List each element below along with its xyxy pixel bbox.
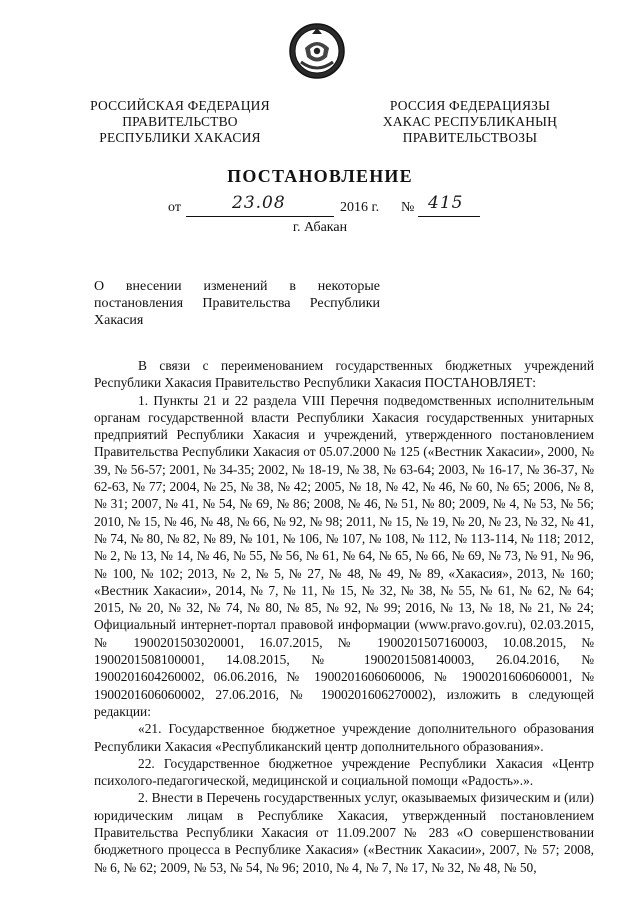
header-left	[70, 98, 290, 146]
header-right-line-2: ХАКАС РЕСПУБЛИКАНЫҢ	[382, 114, 558, 129]
subject-word: Правительства	[202, 296, 291, 311]
republic-khakassia-emblem-icon	[288, 22, 346, 80]
subject-word: в	[289, 279, 296, 294]
body-paragraph-preamble: В связи с переименованием государственных бюджетных учреждений Республики Хакасия Правительство Республики Хакасия ПОСТАНОВЛЯЕТ:	[94, 358, 594, 391]
number-underline	[418, 216, 480, 217]
body-paragraph-item-22: 22. Государственное бюджетное учреждение Республики Хакасия «Центр психолого-педагогической, медицинской и социальной помощи «Радость».».	[94, 755, 594, 789]
subject-word: некоторые	[317, 279, 380, 294]
subject-word: Республики	[309, 296, 380, 311]
header-right	[355, 98, 585, 146]
handwritten-date: 23.08	[232, 193, 286, 213]
header-left-line-1: РОССИЙСКАЯ ФЕДЕРАЦИЯ	[90, 98, 270, 113]
subject-word: внесении	[125, 279, 182, 294]
body-paragraph-item-2: 2. Внести в Перечень государственных услуг, оказываемых физическим и (или) юридическим лицам в Республике Хакасия, утвержденный постановлением Правительства Республики Хакасия от 11.09.2007 № 283 «О совершенствовании бюджетного процесса в Республике Хакасия» («Вестник Хакасии», 2007, № 57; 2008, № 6, № 62; 2009, № 53, № 54, № 96; 2010, № 4, № 7, № 17, № 32, № 48, № 50,	[94, 790, 594, 875]
body-paragraph-item-1: 1. Пункты 21 и 22 раздела VIII Перечня подведомственных исполнительным органам государственной власти Республики Хакасия государственных унитарных предприятий Республики Хакасия и учреждений, утвержденного постановлением Правительства Республики Хакасия от 05.07.2000 № 125 («Вестник Хакасии», 2000, № 39, № 56-57; 2001, № 34-35; 2002, № 18-19, № 38, № 63-64; 2003, № 16-17, № 36-37, № 62-63, № 77; 2004, № 25, № 38, № 42; 2005, № 18, № 42, № 46, № 60, № 65; 2006, № 8, № 31; 2007, № 41, № 54, № 69, № 86; 2008, № 46, № 51, № 80; 2009, № 4, № 53, № 56; 2010, № 15, № 46, № 48, № 66, № 92, № 98; 2011, № 15, № 19, № 20, № 23, № 32, № 41, № 74, № 80, № 82, № 89, № 101, № 106, № 107, № 108, № 112, № 113-114, № 118; 2012, № 2, № 13, № 14, № 46, № 55, № 56, № 61, № 64, № 65, № 66, № 69, № 73, № 91, № 96, № 100, № 102; 2013, № 2, № 5, № 27, № 48, № 49, № 89, «Хакасия», 2013, № 160; «Вестник Хакасии», 2014, № 7, № 11, № 15, № 32, № 38, № 55, № 61, № 62, № 64; 2015, № 20, № 32, № 74, № 80, № 85, № 92, № 99; 2016, № 13, № 18, № 21, № 24; Официальный интернет-портал правовой информации (www.pravo.gov.ru), 02.03.2015, № 1900201503020001, 16.07.2015, № 1900201507160003, 10.08.2015, № 1900201508100001, 14.08.2015, № 1900201508140003, 26.04.2016, № 1900201604260002, 06.06.2016, № 1900201606060006, № 1900201606060001, № 1900201606060002, 27.06.2016, № 1900201606270002), изложить в следующей редакции:	[94, 392, 594, 719]
subject-word: О	[94, 279, 105, 294]
handwritten-number: 415	[428, 193, 464, 213]
header-right-line-1: РОССИЯ ФЕДЕРАЦИЯЗЫ	[389, 98, 551, 113]
subject-word: изменений	[203, 279, 268, 294]
subject-word: постановления	[94, 296, 184, 311]
body-paragraph-item-21: «21. Государственное бюджетное учреждение дополнительного образования Республики Хакасия «Республиканский центр дополнительного образования».	[94, 721, 594, 754]
subject-line-3: Хакасия	[94, 313, 144, 328]
subject-block	[94, 278, 380, 329]
document-title: ПОСТАНОВЛЕНИЕ	[227, 166, 413, 186]
header-left-line-3: РЕСПУБЛИКИ ХАКАСИЯ	[99, 130, 261, 145]
date-year: 2016 г.	[340, 200, 380, 215]
header-right-line-3: ПРАВИТЕЛЬСТВОЗЫ	[402, 130, 538, 145]
date-underline	[186, 216, 334, 217]
number-sign: №	[401, 200, 415, 215]
date-prefix: от	[168, 200, 181, 215]
subject-line-1	[94, 278, 380, 295]
header-left-line-2: ПРАВИТЕЛЬСТВО	[122, 114, 238, 129]
document-body	[94, 357, 594, 876]
city: г. Абакан	[292, 220, 348, 235]
subject-line-2	[94, 295, 380, 312]
